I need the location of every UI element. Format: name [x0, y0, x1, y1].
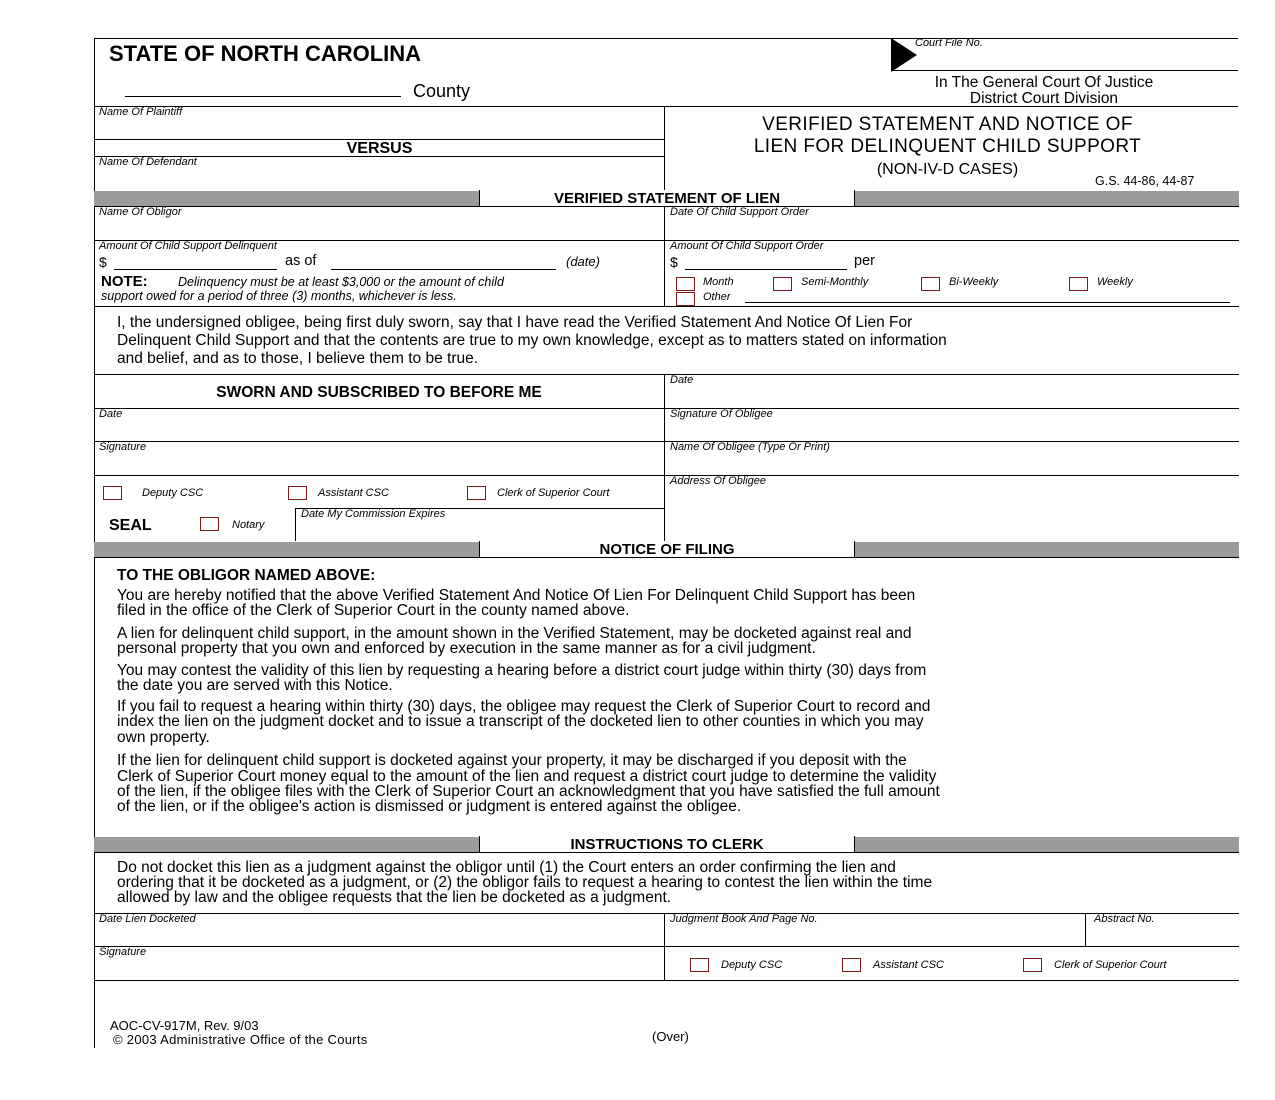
- notice-p3-line1: You may contest the validity of this lien by requesting a hearing before a district court judge within thirty (30) days from: [117, 662, 927, 679]
- lien-section-title: VERIFIED STATEMENT OF LIEN: [479, 190, 855, 206]
- as-of-date-field[interactable]: [331, 269, 556, 270]
- semi-monthly-checkbox[interactable]: [773, 277, 792, 291]
- as-of-label: as of: [285, 253, 317, 269]
- sworn-clerk-checkbox[interactable]: [467, 486, 486, 500]
- sworn-assistant-csc-checkbox[interactable]: [288, 486, 307, 500]
- notice-p2-line1: A lien for delinquent child support, in the amount shown in the Verified Statement, may be docketed against real and: [117, 625, 912, 642]
- form-title-line3: (NON-IV-D CASES): [876, 161, 1019, 178]
- sworn-clerk-label: Clerk of Superior Court: [497, 487, 610, 499]
- obligee-date-label: Date: [670, 374, 694, 386]
- note-label: NOTE:: [101, 273, 148, 290]
- notice-p5-line3: of the lien, if the obligee files with the Clerk of Superior Court an acknowledgment that you have satisfied the full amount: [117, 783, 940, 800]
- order-date-label: Date Of Child Support Order: [670, 206, 809, 218]
- form-title-line1: VERIFIED STATEMENT AND NOTICE OF: [762, 114, 1133, 135]
- obligor-label: Name Of Obligor: [99, 206, 182, 218]
- notice-p5-line4: of the lien, or if the obligee's action is dismissed or judgment is entered against the obligee.: [117, 798, 742, 815]
- clerk-clerk-label: Clerk of Superior Court: [1054, 959, 1167, 971]
- bi-weekly-checkbox[interactable]: [921, 277, 940, 291]
- county-label: County: [413, 81, 471, 101]
- note-line1: Delinquency must be at least $3,000 or the amount of child: [178, 275, 504, 289]
- plaintiff-label: Name Of Plaintiff: [99, 106, 183, 118]
- sworn-title: SWORN AND SUBSCRIBED TO BEFORE ME: [216, 384, 542, 401]
- copyright: © 2003 Administrative Office of the Courts: [113, 1032, 368, 1047]
- delinquent-amount-field[interactable]: [114, 269, 277, 270]
- form-number: AOC-CV-917M, Rev. 9/03: [110, 1018, 259, 1033]
- instructions-line2: ordering that it be docketed as a judgment, or (2) the obligor fails to request a hearing to contest the lien within the time: [117, 874, 933, 891]
- delinquent-dollar: $: [99, 254, 107, 270]
- clerk-assistant-csc-checkbox[interactable]: [842, 958, 861, 972]
- notice-p1-line2: filed in the office of the Clerk of Superior Court in the county named above.: [117, 602, 630, 619]
- clerk-signature-label: Signature: [99, 946, 147, 958]
- clerk-clerk-checkbox[interactable]: [1023, 958, 1042, 972]
- other-label: Other: [703, 291, 731, 303]
- notice-p4-line1: If you fail to request a hearing within thirty (30) days, the obligee may request the Clerk of Superior Court to record and: [117, 698, 931, 715]
- notice-p5-line2: Clerk of Superior Court money equal to the amount of the lien and request a district court judge to determine the validity: [117, 768, 937, 785]
- sworn-deputy-csc-checkbox[interactable]: [103, 486, 122, 500]
- month-label: Month: [703, 276, 734, 288]
- court-file-label: Court File No.: [915, 37, 983, 49]
- notice-p5-line1: If the lien for delinquent child support is docketed against your property, it may be discharged if you deposit with the: [117, 752, 907, 769]
- arrow-marker-icon: [891, 38, 917, 72]
- versus-label: VERSUS: [346, 140, 413, 157]
- per-label: per: [854, 253, 875, 269]
- notice-p3-line2: the date you are served with this Notice.: [117, 677, 393, 694]
- clerk-deputy-csc-label: Deputy CSC: [721, 959, 783, 971]
- obligee-address-label: Address Of Obligee: [670, 475, 766, 487]
- docket-fields-line[interactable]: [94, 946, 1239, 947]
- notice-p4-line2: index the lien on the judgment docket and to issue a transcript of the docketed lien to other counties in which you may: [117, 713, 924, 730]
- order-dollar: $: [670, 254, 678, 270]
- note-line2: support owed for a period of three (3) months, whichever is less.: [101, 289, 457, 303]
- sworn-signature-label: Signature: [99, 441, 147, 453]
- obligee-signature-label: Signature Of Obligee: [670, 408, 773, 420]
- notary-checkbox[interactable]: [200, 517, 219, 531]
- commission-label: Date My Commission Expires: [301, 508, 446, 520]
- defendant-label: Name Of Defendant: [99, 156, 197, 168]
- notice-p2-line2: personal property that you own and enforced by execution in the same manner as for a civil judgment.: [117, 640, 816, 657]
- form-title-line2: LIEN FOR DELINQUENT CHILD SUPPORT: [753, 136, 1142, 157]
- obligee-name-label: Name Of Obligee (Type Or Print): [670, 441, 830, 453]
- statute-reference: G.S. 44-86, 44-87: [1095, 174, 1195, 188]
- sworn-date-label: Date: [99, 408, 123, 420]
- sworn-date-field[interactable]: [94, 441, 665, 442]
- bi-weekly-label: Bi-Weekly: [949, 276, 999, 288]
- court-name: In The General Court Of Justice: [934, 74, 1154, 91]
- court-division: District Court Division: [969, 90, 1119, 107]
- sworn-assistant-csc-label: Assistant CSC: [318, 487, 389, 499]
- notice-p1-line1: You are hereby notified that the above Verified Statement And Notice Of Lien For Delinquent Child Support has been: [117, 587, 916, 604]
- instructions-line1: Do not docket this lien as a judgment against the obligor until (1) the Court enters an order confirming the lien and: [117, 859, 896, 876]
- book-page-label: Judgment Book And Page No.: [670, 913, 818, 925]
- date-hint: (date): [566, 254, 600, 269]
- month-checkbox[interactable]: [676, 277, 695, 291]
- abstract-label: Abstract No.: [1094, 913, 1155, 925]
- other-checkbox[interactable]: [676, 292, 695, 306]
- order-amount-label: Amount Of Child Support Order: [670, 240, 824, 252]
- notice-p4-line3: own property.: [117, 729, 210, 746]
- oath-line3: and belief, and as to those, I believe them to be true.: [117, 350, 479, 367]
- sworn-deputy-csc-label: Deputy CSC: [142, 487, 204, 499]
- notary-label: Notary: [232, 519, 265, 531]
- other-frequency-field[interactable]: [745, 302, 1230, 303]
- form-top-border: [94, 38, 1238, 39]
- state-title: STATE OF NORTH CAROLINA: [109, 41, 422, 66]
- clerk-assistant-csc-label: Assistant CSC: [873, 959, 944, 971]
- clerk-signature-field[interactable]: [94, 980, 1239, 981]
- weekly-label: Weekly: [1097, 276, 1133, 288]
- notice-section-title: NOTICE OF FILING: [479, 541, 855, 557]
- delinquent-label: Amount Of Child Support Delinquent: [99, 240, 277, 252]
- over-label: (Over): [652, 1029, 689, 1044]
- order-amount-field[interactable]: [685, 269, 847, 270]
- semi-monthly-label: Semi-Monthly: [801, 276, 869, 288]
- date-docketed-label: Date Lien Docketed: [99, 913, 196, 925]
- seal-label: SEAL: [109, 517, 152, 534]
- instructions-line3: allowed by law and the obligee requests that the lien be docketed as a judgment.: [117, 889, 672, 906]
- oath-line2: Delinquent Child Support and that the contents are true to my own knowledge, except as to matters stated on information: [117, 332, 947, 349]
- oath-line1: I, the undersigned obligee, being first duly sworn, say that I have read the Verified Statement And Notice Of Lien For: [117, 314, 913, 331]
- county-fill-line[interactable]: [125, 96, 401, 97]
- notice-heading: TO THE OBLIGOR NAMED ABOVE:: [117, 567, 376, 584]
- instructions-section-title: INSTRUCTIONS TO CLERK: [479, 836, 855, 852]
- weekly-checkbox[interactable]: [1069, 277, 1088, 291]
- sworn-signature-field[interactable]: [94, 475, 665, 476]
- clerk-deputy-csc-checkbox[interactable]: [690, 958, 709, 972]
